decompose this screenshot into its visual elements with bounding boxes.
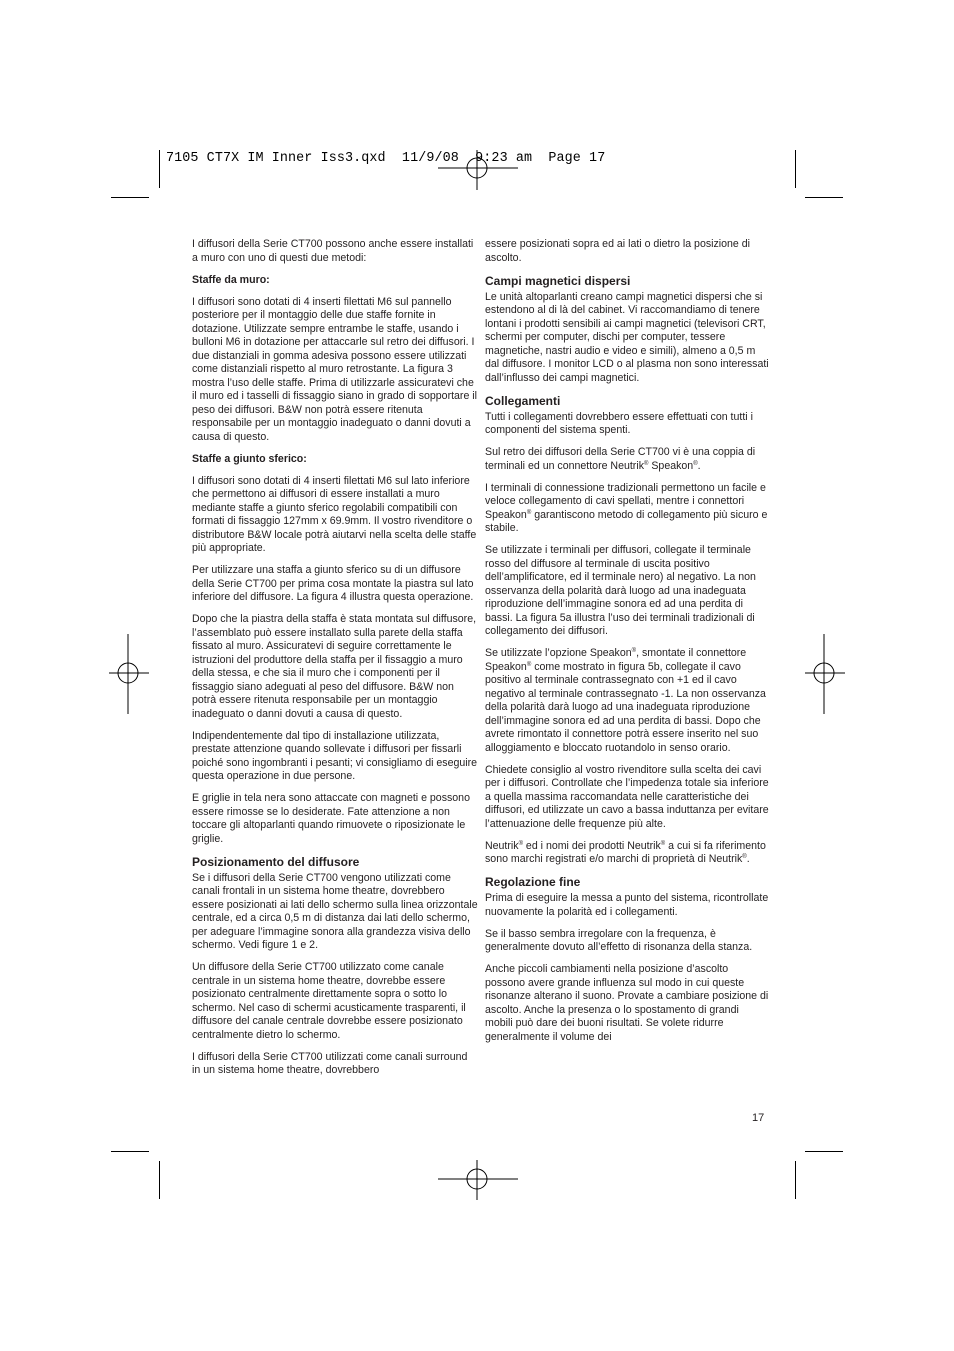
section-heading: Campi magnetici dispersi — [485, 273, 631, 288]
wall-brackets-label: Staffe da muro: — [192, 273, 270, 286]
registration-mark-icon — [805, 634, 845, 714]
paragraph: Sul retro dei diffusori della Serie CT700 vi è una coppia di terminali ed un connettore Neutrik® Speakon®. — [485, 446, 756, 472]
registered-mark: ® — [526, 661, 532, 668]
paragraph: I terminali di connessione tradizionali permettono un facile e veloce collegamento di cavi spellati, mentre i connettori Speakon® garantiscono metodo di collegamento più sicuro e stabile. — [485, 481, 768, 534]
registration-mark-icon — [438, 1160, 518, 1200]
paragraph: essere posizionati sopra ed ai lati o dietro la posizione di ascolto. — [485, 238, 750, 264]
registration-mark-icon — [109, 634, 149, 714]
paragraph: Indipendentemente dal tipo di installazione utilizzata, prestate attenzione quando sollevate i diffusori per fissarli poiché sono ingombranti i pesanti; vi consigliamo di eseguire questa operazione in due persone. — [192, 729, 478, 782]
paragraph: I diffusori sono dotati di 4 inserti filettati M6 sul lato inferiore che permettono ai diffusori di essere installati a muro mediante staffe a giunto sferico regolabili compatibili con formati di fissaggio 127mm x 69.9mm. Il vostro rivenditore o distributore B&W locale potrà aiutarvi nella scelta delle staffe più appropriate. — [192, 474, 477, 554]
paragraph: Un diffusore della Serie CT700 utilizzato come canale centrale in un sistema home theatre, dovrebbe essere posizionato centralmente direttamente sopra o sotto lo schermo. Nel caso di schermi acusticamente trasparenti, il diffusore del canale centrale dovrebbe essere posizionato centralmente dietro lo schermo. — [192, 961, 466, 1041]
print-slug: 7105 CT7X IM Inner Iss3.qxd 11/9/08 9:23 am Page 17 — [166, 151, 606, 166]
section-heading: Collegamenti — [485, 393, 561, 408]
paragraph: Dopo che la piastra della staffa è stata montata sul diffusore, l’assemblato può essere installato sulla parete della staffa fissato al muro. Assicuratevi di seguire correttamente le istruzioni del produttore della staffa per il fissaggio a muro della stessa, e che sia il muro che i componenti per il fissaggio siano adeguati al peso del diffusore. B&W non potrà essere ritenuta responsabile per un montaggio inadeguato o danni dovuti a causa di questo. — [192, 613, 477, 720]
paragraph: I diffusori sono dotati di 4 inserti filettati M6 sul pannello posteriore per il montaggio delle due staffe fornite in dotazione. Utilizzate sempre entrambe le staffe, usando i bulloni M6 in dotazione per attaccarle sul retro dei diffusori. I due distanziali in gomma adesiva possono essere utilizzati come distanziali rispetto al muro retrostante. La figura 3 mostra l’uso delle staffe. Prima di utilizzarle assicuratevi che il muro ed i tasselli di fissaggio siano in grado di sopportare il peso dei diffusori. B&W non potrà essere ritenuta responsabile per un montaggio inadeguato o danni dovuti a causa di questo. — [192, 295, 478, 443]
paragraph: Se utilizzate i terminali per diffusori, collegate il terminale rosso del diffusore al terminale di uscita positivo dell’amplificatore, ed il terminale nero) al negativo. La non osservanza della polarità darà luogo ad una inadeguata riproduzione dell’immagine sonora ed ad una perdita di bassi. La figura 5a illustra l’uso dei terminali tradizionali di collegamento dei diffusori. — [485, 544, 756, 637]
paragraph: E griglie in tela nera sono attaccate con magneti e possono essere rimosse se lo desiderate. Fate attenzione a non toccare gli altoparlanti quando rimuovete o riposizionate le griglie. — [192, 792, 470, 845]
paragraph: Se i diffusori della Serie CT700 vengono utilizzati come canali frontali in un sistema home theatre, dovrebbero essere posizionati ai lati dello schermo sulla linea orizzontale centrale, ed a circa 0,5 m di distanza dai lati dello schermo, per adeguare l’immagine sonora alla grandezza visiva dello schermo. Vedi figure 1 e 2. — [192, 871, 478, 951]
registered-mark: ® — [693, 460, 698, 467]
paragraph: Se utilizzate l’opzione Speakon®, smontate il connettore Speakon® come mostrato in figura 5b, collegate il cavo positivo al terminale contrassegnato con +1 ed il cavo negativo al terminale contrassegnato -1. La non osservanza della polarità darà luogo ad una inadeguata riproduzione dell’immagine sonora ed ad una perdita di bassi. Dopo che avrete rimontato il connettore potrà essere inserito nel suo alloggiamento e bloccato ruotandolo in senso orario. — [485, 647, 766, 754]
section-heading: Regolazione fine — [485, 875, 581, 889]
crop-mark — [795, 150, 796, 188]
crop-mark — [805, 197, 843, 198]
paragraph: Chiedete consiglio al vostro rivenditore sulla scelta dei cavi per i diffusori. Controllate che l’impedenza totale sia inferiore a quella massima raccomandata nelle caratteristiche dei diffusori, ed utilizzate un cavo a bassa induttanza per evitare l’attenuazione delle frequenze più alte. — [485, 763, 769, 830]
crop-mark — [805, 1151, 843, 1152]
registration-mark-icon — [438, 150, 518, 190]
left-column — [192, 238, 478, 1086]
right-column — [485, 238, 769, 1053]
crop-mark — [159, 1161, 160, 1199]
registered-mark: ® — [518, 840, 523, 847]
paragraph: Prima di eseguire la messa a punto del sistema, ricontrollate nuovamente la polarità ed i collegamenti. — [485, 892, 769, 918]
page-number: 17 — [752, 1112, 765, 1124]
crop-mark — [159, 150, 160, 188]
paragraph: Neutrik® ed i nomi dei prodotti Neutrik® a cui si fa riferimento sono marchi registrati e/o marchi di proprietà di Neutrik®. — [485, 839, 766, 865]
paragraph: Se il basso sembra irregolare con la frequenza, è generalmente dovuto all’effetto di risonanza della stanza. — [485, 927, 753, 953]
registered-mark: ® — [631, 648, 637, 654]
intro-paragraph: I diffusori della Serie CT700 possono anche essere installati a muro con uno di questi due metodi: — [192, 238, 474, 264]
paragraph: Per utilizzare una staffa a giunto sferico su di un diffusore della Serie CT700 per prima cosa montate la piastra sul lato inferiore del diffusore. La figura 4 illustra questa operazione. — [192, 564, 474, 603]
paragraph: Tutti i collegamenti dovrebbero essere effettuati con tutti i componenti del sistema spenti. — [485, 410, 753, 436]
registered-mark: ® — [742, 854, 747, 860]
ball-joint-label: Staffe a giunto sferico: — [192, 452, 307, 465]
registered-mark: ® — [526, 509, 532, 516]
section-heading: Posizionamento del diffusore — [192, 854, 360, 869]
paragraph: Le unità altoparlanti creano campi magnetici dispersi che si estendono al di là del cabinet. Vi raccomandiamo di tenere lontani i prodotti sensibili ai campi magnetici (televisori CRT, schermi per computer, dischi per computer, tessere magnetiche, nastri audio e video e simili), almeno a 0,5 m dal diffusore. I monitor LCD o al plasma non sono interessati dall’influsso dei campi magnetici. — [485, 290, 769, 384]
registered-mark: ® — [644, 460, 649, 467]
paragraph: I diffusori della Serie CT700 utilizzati come canali surround in un sistema home theatre, dovrebbero — [192, 1050, 468, 1076]
paragraph: Anche piccoli cambiamenti nella posizione d’ascolto possono avere grande influenza sul modo in cui queste risonanze alterano il suono. Provate a cambiare posizione di ascolto. Anche la presenza o lo spostamento di grandi mobili può dare dei buoni risultati. Se volete ridurre generalmente il volume dei — [485, 963, 769, 1043]
crop-mark — [795, 1161, 796, 1199]
crop-mark — [111, 197, 149, 198]
crop-mark — [111, 1151, 149, 1152]
registered-mark: ® — [660, 840, 666, 847]
